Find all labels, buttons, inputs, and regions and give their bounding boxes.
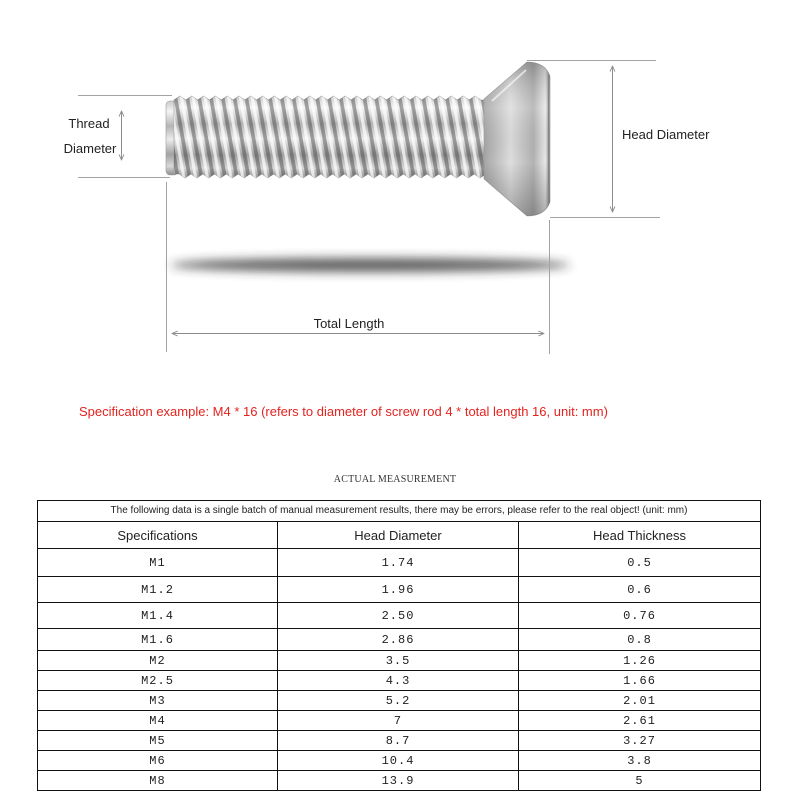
- table-note: The following data is a single batch of manual measurement results, there may be errors, please refer to the real object! (unit: mm): [38, 501, 761, 522]
- head-thickness-cell: 0.76: [519, 603, 761, 629]
- screw-thread-grooves: [174, 96, 486, 178]
- head-diameter-cell: 1.96: [278, 577, 519, 603]
- screw-dimension-diagram: [0, 0, 800, 380]
- head-thickness-cell: 1.66: [519, 671, 761, 691]
- head-diameter-cell: 5.2: [278, 691, 519, 711]
- head-diameter-cell: 2.50: [278, 603, 519, 629]
- head-thickness-cell: 3.8: [519, 751, 761, 771]
- table-row: [38, 751, 761, 771]
- head-diameter-cell: 10.4: [278, 751, 519, 771]
- head-diameter-label: Head Diameter: [622, 127, 710, 142]
- spec-cell: M1.2: [38, 577, 278, 603]
- head-thickness-cell: 3.27: [519, 731, 761, 751]
- table-row: [38, 549, 761, 577]
- screw-illustration: [166, 62, 550, 216]
- table-row: [38, 629, 761, 651]
- spec-cell: M5: [38, 731, 278, 751]
- head-diameter-cell: 2.86: [278, 629, 519, 651]
- spec-cell: M2: [38, 651, 278, 671]
- table-row: [38, 577, 761, 603]
- head-diameter-cell: 8.7: [278, 731, 519, 751]
- table-note-row: [38, 501, 761, 522]
- measurement-table: [37, 500, 761, 791]
- head-thickness-cell: 2.01: [519, 691, 761, 711]
- thread-diameter-label-line1: Thread: [68, 116, 110, 131]
- spec-cell: M1.4: [38, 603, 278, 629]
- spec-cell: M2.5: [38, 671, 278, 691]
- screw-head-shading: [484, 62, 550, 216]
- table-row: [38, 671, 761, 691]
- head-thickness-cell: 0.6: [519, 577, 761, 603]
- total-length-label: Total Length: [313, 316, 385, 331]
- column-header-head-thickness: Head Thickness: [519, 522, 761, 549]
- spec-cell: M8: [38, 771, 278, 791]
- spec-cell: M4: [38, 711, 278, 731]
- head-thickness-cell: 0.5: [519, 549, 761, 577]
- head-thickness-cell: 0.8: [519, 629, 761, 651]
- spec-cell: M1: [38, 549, 278, 577]
- spec-example-text: Specification example: M4 * 16 (refers to diameter of screw rod 4 * total length 16, unit: mm): [79, 404, 608, 419]
- head-thickness-cell: 2.61: [519, 711, 761, 731]
- table-row: [38, 731, 761, 751]
- table-row: [38, 711, 761, 731]
- table-row: [38, 651, 761, 671]
- spec-cell: M1.6: [38, 629, 278, 651]
- screw-shadow: [170, 258, 570, 272]
- table-row: [38, 691, 761, 711]
- table-row: [38, 603, 761, 629]
- column-header-specifications: Specifications: [38, 522, 278, 549]
- head-thickness-cell: 5: [519, 771, 761, 791]
- head-diameter-cell: 13.9: [278, 771, 519, 791]
- column-header-head-diameter: Head Diameter: [278, 522, 519, 549]
- spec-cell: M3: [38, 691, 278, 711]
- head-diameter-cell: 4.3: [278, 671, 519, 691]
- table-row: [38, 771, 761, 791]
- head-diameter-cell: 3.5: [278, 651, 519, 671]
- spec-cell: M6: [38, 751, 278, 771]
- head-diameter-cell: 7: [278, 711, 519, 731]
- head-diameter-cell: 1.74: [278, 549, 519, 577]
- thread-diameter-label-line2: Diameter: [63, 141, 117, 156]
- measurement-title: ACTUAL MEASUREMENT: [333, 474, 457, 485]
- table-header-row: [38, 522, 761, 549]
- head-thickness-cell: 1.26: [519, 651, 761, 671]
